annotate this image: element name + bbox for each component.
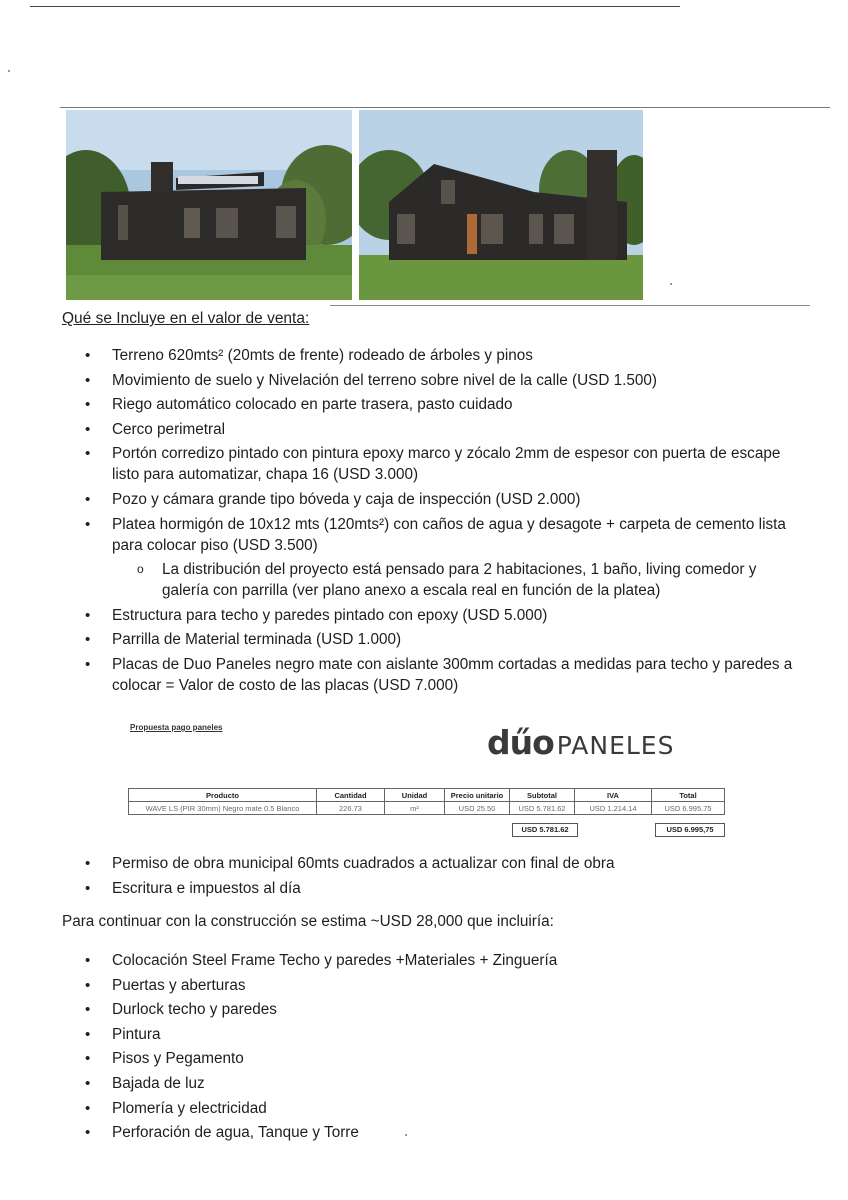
scan-speck <box>670 283 672 285</box>
logo-bold-text: dűo <box>487 723 554 762</box>
table-cell: WAVE LS (PIR 30mm) Negro mate 0.5 Blanco <box>129 802 317 815</box>
scan-line-under-photos <box>330 305 810 306</box>
list-item: • Escritura e impuestos al día <box>85 878 805 899</box>
included-section-title: Qué se Incluye en el valor de venta: <box>62 310 310 327</box>
list-item: • Pisos y Pegamento <box>85 1048 805 1069</box>
list-item: • Bajada de luz <box>85 1073 805 1094</box>
house-front-photo <box>66 110 352 300</box>
total-box: USD 6.995,75 <box>655 823 725 837</box>
additional-items-list <box>85 853 805 902</box>
house-side-photo <box>359 110 643 300</box>
construction-items-list <box>85 950 805 1147</box>
logo-text: PANELES <box>556 731 675 760</box>
list-item: • Plomería y electricidad <box>85 1098 805 1119</box>
list-item: • Puertas y aberturas <box>85 975 805 996</box>
table-cell: 226.73 <box>317 802 385 815</box>
list-item: • Durlock techo y paredes <box>85 999 805 1020</box>
subtotal-box: USD 5.781.62 <box>512 823 578 837</box>
list-item: • Perforación de agua, Tanque y Torre <box>85 1122 805 1143</box>
list-item: • Pintura <box>85 1024 805 1045</box>
list-item: • Pozo y cámara grande tipo bóveda y caja de inspección (USD 2.000) <box>85 489 805 510</box>
sub-list-item: o La distribución del proyecto está pensado para 2 habitaciones, 1 baño, living comedor y galería con parrilla (ver plano anexo a escala real en función de la platea) <box>85 559 805 601</box>
table-header: Precio unitario <box>445 789 510 802</box>
list-item: • Cerco perimetral <box>85 419 805 440</box>
table-cell: m² <box>385 802 445 815</box>
table-header: Cantidad <box>317 789 385 802</box>
list-item: • Parrilla de Material terminada (USD 1.000) <box>85 629 805 650</box>
list-item: • Platea hormigón de 10x12 mts (120mts²) con caños de agua y desagote + carpeta de cemento lista para colocar piso (USD 3.500) <box>85 514 805 556</box>
table-header: Total <box>652 789 725 802</box>
included-items-list <box>85 345 805 700</box>
list-item: • Portón corredizo pintado con pintura epoxy marco y zócalo 2mm de espesor con puerta de escape listo para automatizar, chapa 16 (USD 3.000) <box>85 443 805 485</box>
table-header: Unidad <box>385 789 445 802</box>
table-cell: USD 1.214.14 <box>575 802 652 815</box>
quote-table <box>128 788 725 815</box>
table-cell: USD 25.50 <box>445 802 510 815</box>
table-cell: USD 6.995.75 <box>652 802 725 815</box>
list-item: • Permiso de obra municipal 60mts cuadrados a actualizar con final de obra <box>85 853 805 874</box>
list-item: • Riego automático colocado en parte trasera, pasto cuidado <box>85 394 805 415</box>
list-item: • Placas de Duo Paneles negro mate con aislante 300mm cortadas a medidas para techo y paredes a colocar = Valor de costo de las placas (USD 7.000) <box>85 654 805 696</box>
table-row <box>129 802 725 815</box>
list-item: • Terreno 620mts² (20mts de frente) rodeado de árboles y pinos <box>85 345 805 366</box>
scan-line-photos <box>60 107 830 108</box>
list-item: • Movimiento de suelo y Nivelación del terreno sobre nivel de la calle (USD 1.500) <box>85 370 805 391</box>
list-item: • Estructura para techo y paredes pintado con epoxy (USD 5.000) <box>85 605 805 626</box>
duo-paneles-logo <box>487 723 674 762</box>
proposal-label: Propuesta pago paneles <box>130 723 223 732</box>
table-header: Subtotal <box>510 789 575 802</box>
scan-line-top <box>30 6 680 7</box>
list-item: • Colocación Steel Frame Techo y paredes +Materiales + Zinguería <box>85 950 805 971</box>
scan-speck <box>8 70 10 72</box>
table-header-row <box>129 789 725 802</box>
table-header: IVA <box>575 789 652 802</box>
construction-intro: Para continuar con la construcción se estima ~USD 28,000 que incluiría: <box>62 913 554 930</box>
table-header: Producto <box>129 789 317 802</box>
table-cell: USD 5.781.62 <box>510 802 575 815</box>
